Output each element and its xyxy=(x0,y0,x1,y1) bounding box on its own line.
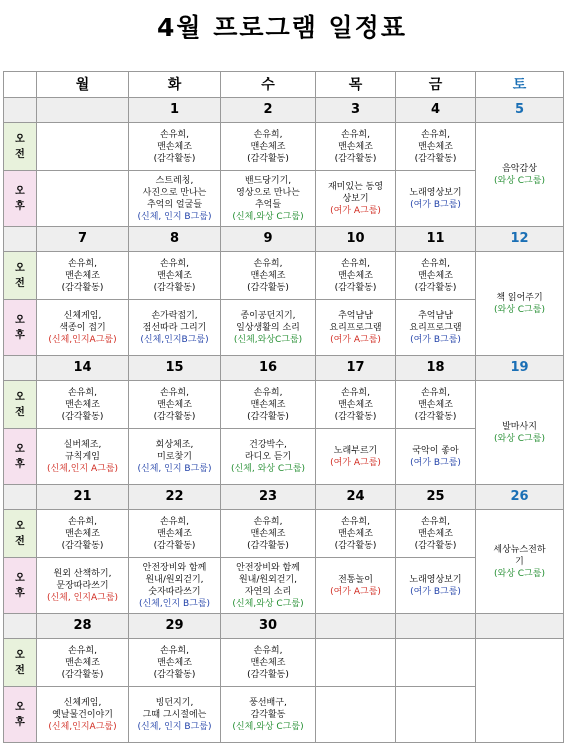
activity-line: 요리프로그램 xyxy=(329,322,382,333)
morning-activity-cell xyxy=(37,639,129,687)
activity-line: 규칙게임 xyxy=(65,451,100,462)
activity-line: 원내/원외걷기, xyxy=(238,574,298,585)
date-row xyxy=(4,614,564,639)
weekday-wed: 수 xyxy=(221,72,316,98)
activity-line: 맨손체조 xyxy=(250,141,286,152)
activity-line: 손유희, xyxy=(421,129,450,140)
activity-line: (감각활동) xyxy=(247,411,289,422)
activity-line: 재미있는 동영 xyxy=(327,181,384,192)
morning-activity-cell xyxy=(396,123,476,171)
afternoon-activity-cell xyxy=(37,687,129,743)
afternoon-activity-cell xyxy=(129,558,221,614)
morning-label xyxy=(4,252,37,300)
activity-line: 일상생활의 소리 xyxy=(236,322,300,333)
activity-line: 안전장비와 함께 xyxy=(142,562,207,573)
weekday-thu: 목 xyxy=(316,72,396,98)
afternoon-label-char: 오 xyxy=(15,314,25,326)
activity-line: 맨손체조 xyxy=(65,270,100,281)
activity-line: 신체게임, xyxy=(63,310,102,321)
morning-label-char: 오 xyxy=(15,649,25,661)
group-label: (신체,와상 C그룹) xyxy=(232,721,304,732)
afternoon-activity-cell xyxy=(316,300,396,356)
date-cell xyxy=(316,614,396,639)
date-cell: 22 xyxy=(129,485,221,510)
weekday-tue: 화 xyxy=(129,72,221,98)
activity-line: 맨손체조 xyxy=(157,657,192,668)
activity-line: (감각활동) xyxy=(414,540,457,551)
morning-label xyxy=(4,123,37,171)
activity-line: 맨손체조 xyxy=(250,270,286,281)
activity-line: 사진으로 만나는 xyxy=(142,187,207,198)
group-label: (신체,인지 A그룹) xyxy=(46,463,119,474)
activity-line: 책 읽어주기 xyxy=(496,292,543,303)
afternoon-label xyxy=(4,429,37,485)
activity-line: 상보기 xyxy=(342,193,369,204)
morning-label-char: 오 xyxy=(15,262,25,274)
date-cell: 5 xyxy=(476,98,564,123)
group-label: (신체,와상 C그룹) xyxy=(232,598,304,609)
group-label: (와상 C그룹) xyxy=(494,568,545,579)
morning-activity-cell xyxy=(221,123,316,171)
activity-line: (감각활동) xyxy=(247,282,289,293)
saturday-activity-cell xyxy=(476,510,564,614)
activity-line: (감각활동) xyxy=(247,540,289,551)
date-cell: 7 xyxy=(37,227,129,252)
group-label: (여가 A그룹) xyxy=(330,334,381,345)
activity-line: 손유희, xyxy=(160,387,189,398)
date-cell: 30 xyxy=(221,614,316,639)
weekday-header-row xyxy=(4,72,564,98)
date-row-corner xyxy=(4,356,37,381)
afternoon-label xyxy=(4,171,37,227)
activity-line: 라디오 듣기 xyxy=(244,451,292,462)
morning-row xyxy=(4,123,564,171)
afternoon-label-char: 후 xyxy=(15,329,25,341)
saturday-activity-cell xyxy=(476,252,564,356)
date-cell: 25 xyxy=(396,485,476,510)
activity-line: 전통놀이 xyxy=(338,574,373,585)
date-cell: 1 xyxy=(129,98,221,123)
activity-line: 영상으로 만나는 xyxy=(236,187,300,198)
activity-line: 문장따라쓰기 xyxy=(56,580,109,591)
morning-label-char: 전 xyxy=(15,277,25,289)
activity-line: (감각활동) xyxy=(61,411,104,422)
group-label: (신체, 인지 B그룹) xyxy=(137,211,212,222)
activity-line: 맨손체조 xyxy=(250,657,286,668)
afternoon-label-char: 오 xyxy=(15,572,25,584)
date-cell xyxy=(37,98,129,123)
activity-line: 맨손체조 xyxy=(418,141,453,152)
afternoon-activity-cell xyxy=(316,429,396,485)
activity-line: 밴드당기기, xyxy=(244,175,292,186)
afternoon-label-char: 후 xyxy=(15,587,25,599)
activity-line: 손유희, xyxy=(160,258,189,269)
activity-line: (감각활동) xyxy=(153,540,196,551)
date-cell: 19 xyxy=(476,356,564,381)
group-label: (여가 A그룹) xyxy=(330,205,381,216)
activity-line: (감각활동) xyxy=(61,282,104,293)
activity-line: 기 xyxy=(515,556,524,567)
date-cell: 18 xyxy=(396,356,476,381)
activity-line: (감각활동) xyxy=(414,153,457,164)
morning-label-char: 전 xyxy=(15,535,25,547)
group-label: (여가 A그룹) xyxy=(330,586,381,597)
activity-line: 추억냠냠 xyxy=(418,310,453,321)
date-row-corner xyxy=(4,98,37,123)
afternoon-activity-cell xyxy=(316,687,396,743)
afternoon-label-char: 후 xyxy=(15,716,25,728)
activity-line: 맨손체조 xyxy=(338,399,373,410)
activity-line: 그때 그시절에는 xyxy=(142,709,207,720)
afternoon-activity-cell xyxy=(221,171,316,227)
afternoon-activity-cell xyxy=(316,558,396,614)
afternoon-activity-cell xyxy=(129,687,221,743)
morning-row xyxy=(4,381,564,429)
date-cell: 10 xyxy=(316,227,396,252)
activity-line: 맨손체조 xyxy=(418,270,453,281)
activity-line: 맨손체조 xyxy=(338,141,373,152)
activity-line: 빙던지기, xyxy=(155,697,194,708)
activity-line: 맨손체조 xyxy=(65,528,100,539)
activity-line: 맨손체조 xyxy=(338,528,373,539)
activity-line: 맨손체조 xyxy=(418,399,453,410)
activity-line: 요리프로그램 xyxy=(409,322,462,333)
activity-line: (감각활동) xyxy=(153,282,196,293)
group-label: (신체,와상 C그룹) xyxy=(232,211,304,222)
date-cell: 26 xyxy=(476,485,564,510)
activity-line: 손유희, xyxy=(160,129,189,140)
morning-label-char: 전 xyxy=(15,406,25,418)
activity-line: (감각활동) xyxy=(414,282,457,293)
morning-activity-cell xyxy=(316,381,396,429)
morning-activity-cell xyxy=(221,639,316,687)
activity-line: 손유희, xyxy=(253,387,283,398)
group-label: (신체,와상C그룹) xyxy=(233,334,303,345)
group-label: (신체, 인지 B그룹) xyxy=(137,463,212,474)
activity-line: 손유희, xyxy=(160,516,189,527)
afternoon-label-char: 오 xyxy=(15,443,25,455)
morning-activity-cell xyxy=(316,510,396,558)
activity-line: 손유희, xyxy=(341,258,370,269)
activity-line: 맨손체조 xyxy=(338,270,373,281)
activity-line: (감각활동) xyxy=(61,669,104,680)
date-row-corner xyxy=(4,485,37,510)
date-cell: 15 xyxy=(129,356,221,381)
afternoon-activity-cell xyxy=(316,171,396,227)
date-cell xyxy=(476,614,564,639)
date-row xyxy=(4,485,564,510)
morning-row xyxy=(4,639,564,687)
activity-line: (감각활동) xyxy=(153,669,196,680)
morning-label xyxy=(4,510,37,558)
weekday-fri: 금 xyxy=(396,72,476,98)
afternoon-activity-cell xyxy=(221,300,316,356)
morning-activity-cell xyxy=(316,639,396,687)
activity-line: (감각활동) xyxy=(414,411,457,422)
morning-activity-cell xyxy=(129,639,221,687)
activity-line: 세상뉴스전하 xyxy=(493,544,546,555)
activity-line: 추억들 xyxy=(254,199,282,210)
morning-activity-cell xyxy=(316,252,396,300)
date-cell: 28 xyxy=(37,614,129,639)
activity-line: 손유희, xyxy=(253,516,283,527)
activity-line: (감각활동) xyxy=(334,540,377,551)
morning-activity-cell xyxy=(129,510,221,558)
afternoon-activity-cell xyxy=(396,429,476,485)
afternoon-activity-cell xyxy=(37,558,129,614)
activity-line: 손유희, xyxy=(421,258,450,269)
afternoon-activity-cell xyxy=(396,687,476,743)
morning-label xyxy=(4,381,37,429)
morning-activity-cell xyxy=(129,381,221,429)
activity-line: 손유희, xyxy=(421,387,450,398)
activity-line: 맨손체조 xyxy=(157,270,192,281)
activity-line: 감각활동 xyxy=(250,709,286,720)
morning-activity-cell xyxy=(37,252,129,300)
group-label: (신체,인지B그룹) xyxy=(140,334,209,345)
morning-label-char: 오 xyxy=(15,520,25,532)
activity-line: 스트레칭, xyxy=(155,175,194,186)
group-label: (여가 A그룹) xyxy=(330,457,381,468)
afternoon-activity-cell xyxy=(396,300,476,356)
date-cell: 17 xyxy=(316,356,396,381)
group-label: (신체, 인지 B그룹) xyxy=(137,721,212,732)
group-label: (와상 C그룹) xyxy=(494,433,545,444)
activity-line: 미로찾기 xyxy=(157,451,192,462)
date-row xyxy=(4,98,564,123)
morning-label-char: 전 xyxy=(15,148,25,160)
afternoon-activity-cell xyxy=(396,558,476,614)
afternoon-activity-cell xyxy=(37,300,129,356)
activity-line: 손유희, xyxy=(341,129,370,140)
activity-line: 국악이 좋아 xyxy=(412,445,459,456)
afternoon-label xyxy=(4,687,37,743)
afternoon-activity-cell xyxy=(221,429,316,485)
weekday-mon: 월 xyxy=(37,72,129,98)
activity-line: 손유희, xyxy=(68,516,97,527)
activity-line: 손유희, xyxy=(341,387,370,398)
activity-line: 손유희, xyxy=(253,129,283,140)
date-cell: 8 xyxy=(129,227,221,252)
date-cell: 12 xyxy=(476,227,564,252)
morning-row xyxy=(4,252,564,300)
activity-line: 손유희, xyxy=(253,645,283,656)
group-label: (신체,인지A그룹) xyxy=(48,334,117,345)
activity-line: 손유희, xyxy=(68,645,97,656)
activity-line: 자연의 소리 xyxy=(244,586,292,597)
morning-row xyxy=(4,510,564,558)
afternoon-label-char: 오 xyxy=(15,701,25,713)
afternoon-activity-cell xyxy=(221,687,316,743)
date-row-corner xyxy=(4,227,37,252)
activity-line: 맨손체조 xyxy=(250,528,286,539)
activity-line: (감각활동) xyxy=(61,540,104,551)
activity-line: 노래영상보기 xyxy=(409,574,462,585)
afternoon-activity-cell xyxy=(37,429,129,485)
activity-line: 맨손체조 xyxy=(65,399,100,410)
date-cell: 21 xyxy=(37,485,129,510)
morning-activity-cell xyxy=(221,252,316,300)
activity-line: 맨손체조 xyxy=(157,141,192,152)
group-label: (여가 B그룹) xyxy=(410,334,461,345)
morning-activity-cell xyxy=(37,510,129,558)
morning-label xyxy=(4,639,37,687)
morning-activity-cell xyxy=(129,123,221,171)
activity-line: 추억냠냠 xyxy=(338,310,373,321)
afternoon-activity-cell xyxy=(221,558,316,614)
activity-line: (감각활동) xyxy=(247,669,289,680)
saturday-activity-cell xyxy=(476,123,564,227)
morning-label-char: 오 xyxy=(15,133,25,145)
afternoon-label-char: 후 xyxy=(15,200,25,212)
date-cell: 9 xyxy=(221,227,316,252)
activity-line: 신체게임, xyxy=(63,697,102,708)
saturday-activity-cell xyxy=(476,381,564,485)
date-cell: 3 xyxy=(316,98,396,123)
morning-activity-cell xyxy=(37,381,129,429)
date-cell: 29 xyxy=(129,614,221,639)
activity-line: 회상체조, xyxy=(155,439,194,450)
activity-line: 맨손체조 xyxy=(418,528,453,539)
activity-line: (감각활동) xyxy=(334,411,377,422)
activity-line: (감각활동) xyxy=(153,153,196,164)
header-corner xyxy=(4,72,37,98)
activity-line: 손유희, xyxy=(68,258,97,269)
page-title: 4월 프로그램 일정표 xyxy=(156,13,407,42)
afternoon-activity-cell xyxy=(129,300,221,356)
activity-line: 손유희, xyxy=(253,258,283,269)
schedule-body xyxy=(4,72,564,743)
date-cell: 24 xyxy=(316,485,396,510)
activity-line: 맨손체조 xyxy=(157,528,192,539)
activity-line: 옛날물건이야기 xyxy=(52,709,113,720)
activity-line: 원내/원외걷기, xyxy=(145,574,204,585)
activity-line: (감각활동) xyxy=(334,153,377,164)
activity-line: 손유희, xyxy=(421,516,450,527)
activity-line: 숫자따라쓰기 xyxy=(148,586,201,597)
group-label: (와상 C그룹) xyxy=(494,304,545,315)
activity-line: 색종이 접기 xyxy=(59,322,106,333)
morning-activity-cell xyxy=(221,510,316,558)
activity-line: 추억의 얼굴들 xyxy=(146,199,203,210)
date-row xyxy=(4,356,564,381)
morning-activity-cell xyxy=(37,123,129,171)
afternoon-activity-cell xyxy=(37,171,129,227)
activity-line: (감각활동) xyxy=(247,153,289,164)
afternoon-activity-cell xyxy=(396,171,476,227)
morning-activity-cell xyxy=(396,639,476,687)
activity-line: 건강박수, xyxy=(249,439,287,450)
schedule-table xyxy=(3,71,564,743)
activity-line: 맨손체조 xyxy=(157,399,192,410)
date-cell: 16 xyxy=(221,356,316,381)
activity-line: 손유희, xyxy=(160,645,189,656)
morning-activity-cell xyxy=(396,252,476,300)
activity-line: 점선따라 그리기 xyxy=(142,322,207,333)
activity-line: 풍선배구, xyxy=(249,697,287,708)
activity-line: 노래부르기 xyxy=(333,445,378,456)
group-label: (여가 B그룹) xyxy=(410,586,461,597)
activity-line: (감각활동) xyxy=(334,282,377,293)
group-label: (여가 B그룹) xyxy=(410,457,461,468)
date-cell: 23 xyxy=(221,485,316,510)
afternoon-label xyxy=(4,300,37,356)
date-cell: 11 xyxy=(396,227,476,252)
activity-line: 음악감상 xyxy=(502,163,537,174)
morning-activity-cell xyxy=(129,252,221,300)
activity-line: 발마사지 xyxy=(502,421,537,432)
date-cell: 14 xyxy=(37,356,129,381)
morning-activity-cell xyxy=(396,510,476,558)
activity-line: 노래영상보기 xyxy=(409,187,462,198)
group-label: (여가 B그룹) xyxy=(410,199,461,210)
morning-label-char: 전 xyxy=(15,664,25,676)
activity-line: 원외 산책하기, xyxy=(53,568,112,579)
morning-activity-cell xyxy=(396,381,476,429)
activity-line: 맨손체조 xyxy=(65,657,100,668)
morning-activity-cell xyxy=(316,123,396,171)
afternoon-label-char: 후 xyxy=(15,458,25,470)
group-label: (신체,인지A그룹) xyxy=(48,721,117,732)
date-cell: 2 xyxy=(221,98,316,123)
group-label: (신체, 와상 C그룹) xyxy=(230,463,306,474)
date-row xyxy=(4,227,564,252)
saturday-activity-cell xyxy=(476,639,564,743)
activity-line: 종이공던지기, xyxy=(240,310,296,321)
activity-line: 손유희, xyxy=(341,516,370,527)
activity-line: (감각활동) xyxy=(153,411,196,422)
weekday-sat: 토 xyxy=(476,72,564,98)
morning-activity-cell xyxy=(221,381,316,429)
group-label: (와상 C그룹) xyxy=(494,175,545,186)
afternoon-activity-cell xyxy=(129,171,221,227)
activity-line: 손유희, xyxy=(68,387,97,398)
activity-line: 실버체조, xyxy=(63,439,102,450)
activity-line: 맨손체조 xyxy=(250,399,286,410)
activity-line: 손가락접기, xyxy=(151,310,198,321)
group-label: (신체,인지 B그룹) xyxy=(138,598,211,609)
afternoon-label-char: 오 xyxy=(15,185,25,197)
group-label: (신체, 인지A그룹) xyxy=(46,592,119,603)
date-cell xyxy=(396,614,476,639)
morning-label-char: 오 xyxy=(15,391,25,403)
date-row-corner xyxy=(4,614,37,639)
date-cell: 4 xyxy=(396,98,476,123)
afternoon-label xyxy=(4,558,37,614)
activity-line: 안전장비와 함께 xyxy=(236,562,300,573)
afternoon-activity-cell xyxy=(129,429,221,485)
